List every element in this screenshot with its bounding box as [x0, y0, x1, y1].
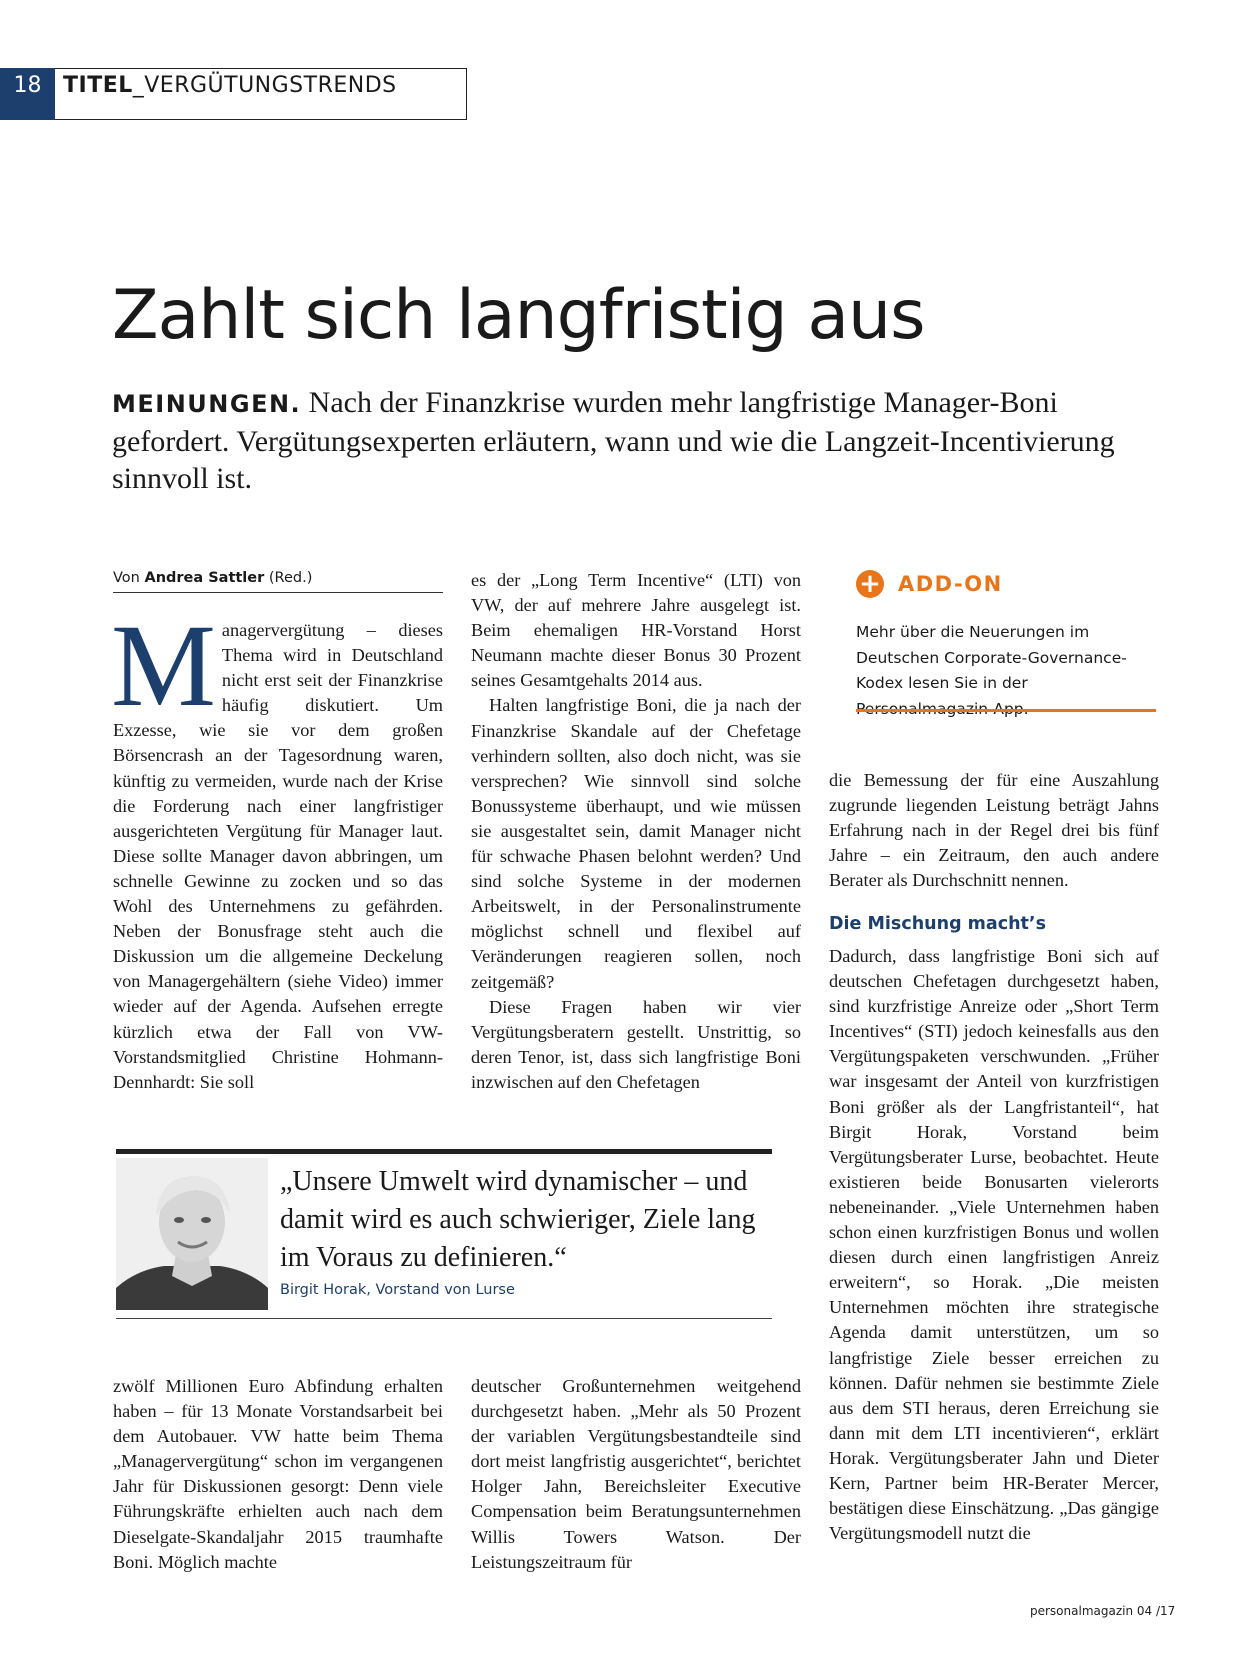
- portrait-photo: [116, 1158, 268, 1310]
- pull-quote: „Unsere Umwelt wird dynamischer – und damit wird es auch schwieriger, Ziele lang im Voraus zu definieren.“: [280, 1166, 756, 1273]
- quote-attribution: Birgit Horak, Vorstand von Lurse: [280, 1282, 515, 1298]
- byline-suffix: (Red.): [264, 570, 313, 586]
- paragraph: Halten langfristige Boni, die ja nach der Finanzkrise Skandale auf der Chefetage verhindern sollten, also doch nicht, was sie versprechen? Wie sinnvoll sind solche Bonussysteme überhaupt, und wie müssen sie ausgestaltet sein, damit Manager nicht für schwache Phasen belohnt werden? Und sind solche Systeme in der modernen Arbeitswelt, in der Personalinstrumente möglichst schnell und flexibel auf Veränderungen reagieren sollen, noch zeitgemäß?: [471, 695, 801, 992]
- section-label-rest: _VERGÜTUNGSTRENDS: [132, 73, 397, 98]
- byline: [113, 570, 443, 593]
- addon-text: Mehr über die Neuerungen im Deutschen Corporate-Governance-Kodex lesen Sie in der: [856, 623, 1127, 692]
- page-number: 18: [0, 68, 55, 120]
- column-1-bottom: [113, 1374, 443, 1575]
- addon-title: ADD-ON: [898, 572, 1003, 596]
- column-2-bottom: [471, 1374, 801, 1575]
- section-label-bold: TITEL: [63, 73, 133, 98]
- addon-rule: [856, 709, 1156, 712]
- headline: Zahlt sich langfristig aus: [112, 276, 925, 355]
- paragraph: es der „Long Term Incentive“ (LTI) von VW, der auf mehrere Jahre ausgelegt ist. Beim ehemaligen HR-Vorstand Horst Neumann machte dieser Bonus 30 Prozent seines Gesamtgehalts 2014 aus.: [471, 570, 801, 691]
- column-1-top: [111, 600, 443, 1095]
- subheading: Die Mischung macht’s: [829, 914, 1046, 934]
- paragraph: deutscher Großunternehmen weitgehend durchgesetzt haben. „Mehr als 50 Prozent der variablen Vergütungsbestandteile sind dort meist langfristig ausgerichtet“, berichtet Holger Jahn, Bereichsleiter Executive Compensation beim Beratungsunternehmen Willis Towers Watson. Der Leistungszeitraum für: [471, 1376, 801, 1572]
- paragraph: die Bemessung der für eine Auszahlung zugrunde liegenden Leistung beträgt Jahns Erfahrung nach in der Regel drei bis fünf Jahre – ein Zeitraum, den auch andere Berater als Durchschnitt nennen.: [829, 770, 1159, 891]
- paragraph: Diese Fragen haben wir vier Vergütungsberatern gestellt. Unstrittig, so deren Tenor, ist, dass sich langfristige Boni inzwischen auf den Chefetagen: [471, 996, 801, 1092]
- paragraph: zwölf Millionen Euro Abfindung erhalten haben – für 13 Monate Vorstandsarbeit bei dem Autobauer. VW hatte beim Thema „Managervergütung“ schon im vergangenen Jahr für Diskussionen gesorgt: Denn viele Führungskräfte erhielten auch nach dem Dieselgate-Skandaljahr 2015 traumhafte Boni. Möglich machte: [113, 1376, 443, 1572]
- deck-text: Nach der Finanzkrise wurden mehr langfristige Manager-Boni gefordert. Vergütungsexperten erläutern, wann und wie die Langzeit-Incentivierung sinnvoll ist.: [112, 386, 1115, 495]
- column-3-main: [829, 944, 1159, 1546]
- portrait-illustration: [116, 1158, 268, 1310]
- column-2-top: [471, 568, 801, 1095]
- byline-author: Andrea Sattler: [144, 570, 265, 586]
- byline-prefix: Von: [113, 570, 145, 586]
- plus-icon: +: [856, 570, 884, 598]
- deck-kicker: MEINUNGEN.: [112, 390, 302, 418]
- drop-cap: M: [111, 600, 216, 731]
- paragraph: Dadurch, dass langfristige Boni sich auf deutschen Chefetagen durchgesetzt haben, sind kurzfristige Anreize oder „Short Term Incentives“ (STI) jedoch keinesfalls aus den Vergütungspaketen verschwunden. „Früher war insgesamt der Anteil von kurzfristigen Boni größer als der Langfristanteil“, hat Birgit Horak, Vorstand beim Vergütungsberater Lurse, beobachtet. Heute existieren beide Bonusarten vielerorts nebeneinander. „Viele Unternehmen haben schon einen kurzfristigen Bonus und wollen diesen durch einen langfristigen Anreiz erweitern“, so Horak. „Die meisten Unternehmen möchten ihre strategische Agenda damit unterstützen, um so langfristige Ziele besser erreichen zu können. Dafür nehmen sie bestimmte Ziele aus dem STI heraus, deren Erreichung sie dann mit dem LTI incentivieren“, erklärt Horak. Vergütungsberater Jahn und Dieter Kern, Partner beim HR-Berater Mercer, bestätigen diese Einschätzung. „Das gängige Vergütungsmodell nutzt die: [829, 946, 1159, 1544]
- column-3-top: [829, 768, 1159, 893]
- section-header: [0, 68, 467, 120]
- quote-top-rule: [116, 1149, 772, 1154]
- deck: [112, 384, 1172, 497]
- paragraph: anagervergütung – dieses Thema wird in Deutschland nicht erst seit der Finanzkrise häufig diskutiert. Um Exzesse, wie sie vor dem großen Börsencrash an der Tagesordnung waren, künftig zu vermeiden, wurde nach der Krise die Forderung nach einer langfristiger ausgerichteten Vergütung für Manager laut. Diese sollte Manager davon abbringen, um schnelle Gewinne zu zocken und so das Wohl des Unternehmens zu gefährden. Neben der Bonusfrage steht auch die Diskussion um die allgemeine Deckelung von Managergehältern (siehe Video) immer wieder auf der Agenda. Aufsehen erregte kürzlich etwa der Fall von VW-Vorstandsmitglied Christine Hohmann-Dennhardt: Sie soll: [113, 620, 443, 1092]
- quote-bottom-rule: [116, 1318, 772, 1319]
- section-label-box: [55, 68, 467, 120]
- footer-issue: personalmagazin 04 /17: [1030, 1604, 1176, 1618]
- section-label: [63, 73, 397, 98]
